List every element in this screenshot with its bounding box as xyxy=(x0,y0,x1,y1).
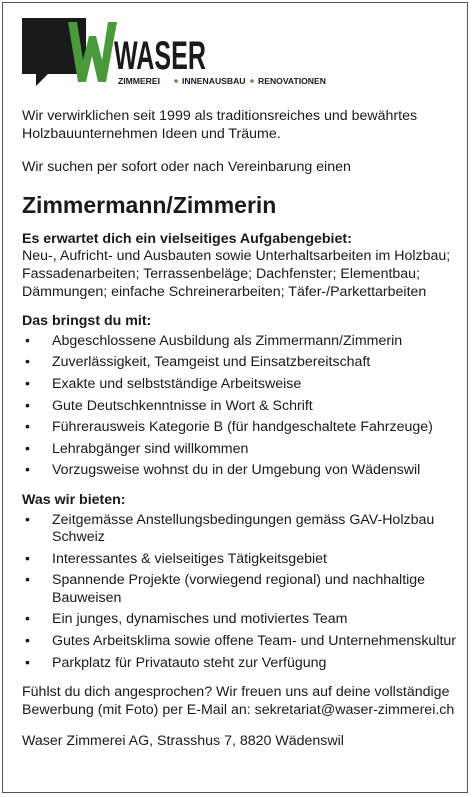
company-address: Waser Zimmerei AG, Strasshus 7, 8820 Wädenswil xyxy=(22,733,344,750)
list-item: • Lehrabgänger sind willkommen xyxy=(25,440,249,457)
job-title: Zimmermann/Zimmerin xyxy=(22,191,277,218)
logo-wordmark: WASER xyxy=(114,34,207,78)
bullet-icon: • xyxy=(25,633,30,650)
list-item: • Zuverlässigkeit, Teamgeist und Einsatzbereitschaft xyxy=(25,354,371,371)
bullet-icon: • xyxy=(25,375,30,392)
requirements-section xyxy=(22,313,458,480)
bullet-icon: • xyxy=(25,462,30,479)
logo-separator-dot xyxy=(174,79,178,83)
list-item: • Gute Deutschkenntnisse in Wort & Schrift xyxy=(25,397,313,414)
bullet-icon: • xyxy=(25,354,30,371)
list-item: • Führerausweis Kategorie B (für handgeschaltete Fahrzeuge) xyxy=(25,419,433,436)
requirements-heading: Das bringst du mit: xyxy=(22,313,152,330)
bullet-icon: • xyxy=(25,550,30,567)
company-logo xyxy=(22,14,332,90)
bullet-icon: • xyxy=(25,440,30,457)
bullet-icon: • xyxy=(25,572,30,589)
logo-tagline-2: INNENAUSBAU xyxy=(182,76,246,86)
logo-tagline-1: ZIMMEREI xyxy=(118,76,161,86)
intro-text: Wir verwirklichen seit 1999 als traditionsreiches und bewährtes Holzbauunternehmen Ideen und Träume. xyxy=(22,108,418,142)
bullet-icon: • xyxy=(25,511,30,528)
requirements-list xyxy=(22,333,458,480)
bullet-icon: • xyxy=(25,332,30,349)
list-item: • Abgeschlossene Ausbildung als Zimmermann/Zimmerin xyxy=(25,332,403,349)
bullet-icon: • xyxy=(25,397,30,414)
logo-separator-dot xyxy=(250,79,254,83)
list-item: • Exakte und selbstständige Arbeitsweise xyxy=(25,375,302,392)
bullet-icon: • xyxy=(25,611,30,628)
offer-heading: Was wir bieten: xyxy=(22,491,126,508)
list-item: • Spannende Projekte (vorwiegend regional) und nachhaltige Bauweisen xyxy=(25,572,426,606)
seek-text: Wir suchen per sofort oder nach Vereinbarung einen xyxy=(22,159,351,176)
list-item: • Zeitgemässe Anstellungsbedingungen gemäss GAV-Holzbau Schweiz xyxy=(25,511,435,546)
list-item: • Vorzugsweise wohnst du in der Umgebung von Wädenswil xyxy=(25,462,421,479)
tasks-section xyxy=(22,231,458,301)
offer-list xyxy=(22,512,458,673)
tasks-text: Neu-, Aufricht- und Ausbauten sowie Unterhaltsarbeiten im Holzbau; Fassadenarbeiten; Terrassenbeläge; Dachfenster; Elementbau; Dämmungen; einfache Schreinerarbeiten; Täfer-/Parkettarbeiten xyxy=(22,248,451,300)
list-item: • Parkplatz für Privatauto steht zur Verfügung xyxy=(25,654,327,671)
tasks-heading: Es erwartet dich ein vielseitiges Aufgabengebiet: xyxy=(22,230,352,247)
bullet-icon: • xyxy=(25,654,30,671)
bullet-icon: • xyxy=(25,419,30,436)
logo-tagline-3: RENOVATIONEN xyxy=(258,76,326,86)
list-item: • Interessantes & vielseitiges Tätigkeitsgebiet xyxy=(25,550,327,567)
job-ad-body xyxy=(22,108,458,751)
offer-section xyxy=(22,492,458,672)
list-item: • Gutes Arbeitsklima sowie offene Team- und Unternehmenskultur xyxy=(25,633,457,650)
closing-text: Fühlst du dich angesprochen? Wir freuen uns auf deine vollständige Bewerbung (mit Foto) per E-Mail an: sekretariat@waser-zimmerei.ch xyxy=(22,684,455,718)
list-item: • Ein junges, dynamisches und motiviertes Team xyxy=(25,611,348,628)
